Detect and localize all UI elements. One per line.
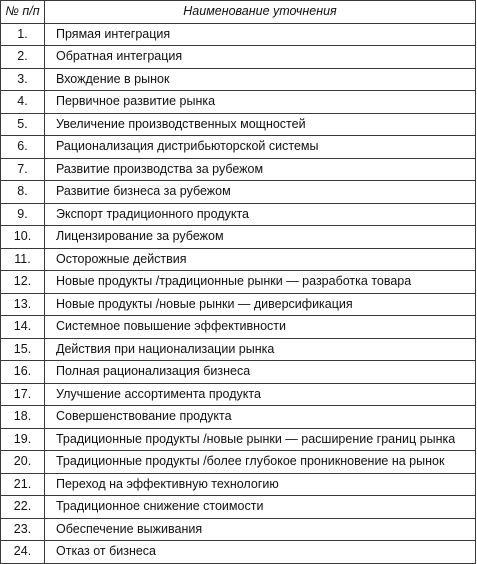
row-name: Действия при национализации рынка bbox=[45, 338, 476, 361]
row-number: 17. bbox=[1, 383, 45, 406]
table-row bbox=[1, 158, 476, 181]
row-number: 11. bbox=[1, 248, 45, 271]
table-row bbox=[1, 23, 476, 46]
table-row bbox=[1, 518, 476, 541]
row-number: 22. bbox=[1, 496, 45, 519]
row-name: Отказ от бизнеса bbox=[45, 541, 476, 564]
table-row bbox=[1, 451, 476, 474]
row-number: 6. bbox=[1, 136, 45, 159]
table-row bbox=[1, 248, 476, 271]
header-name: Наименование уточнения bbox=[45, 1, 476, 24]
table-row bbox=[1, 271, 476, 294]
row-name: Первичное развитие рынка bbox=[45, 91, 476, 114]
row-number: 16. bbox=[1, 361, 45, 384]
row-number: 23. bbox=[1, 518, 45, 541]
row-name: Осторожные действия bbox=[45, 248, 476, 271]
row-number: 1. bbox=[1, 23, 45, 46]
row-number: 12. bbox=[1, 271, 45, 294]
row-name: Увеличение производственных мощностей bbox=[45, 113, 476, 136]
table-row bbox=[1, 361, 476, 384]
table-row bbox=[1, 113, 476, 136]
row-name: Системное повышение эффективности bbox=[45, 316, 476, 339]
table-row bbox=[1, 316, 476, 339]
row-number: 5. bbox=[1, 113, 45, 136]
table-row bbox=[1, 136, 476, 159]
row-name: Вхождение в рынок bbox=[45, 68, 476, 91]
row-name: Прямая интеграция bbox=[45, 23, 476, 46]
row-name: Улучшение ассортимента продукта bbox=[45, 383, 476, 406]
table-row bbox=[1, 406, 476, 429]
row-name: Обеспечение выживания bbox=[45, 518, 476, 541]
table-row bbox=[1, 226, 476, 249]
row-number: 21. bbox=[1, 473, 45, 496]
row-name: Полная рационализация бизнеса bbox=[45, 361, 476, 384]
table-body bbox=[1, 23, 476, 563]
table-row bbox=[1, 293, 476, 316]
table-row bbox=[1, 203, 476, 226]
table-row bbox=[1, 68, 476, 91]
row-name: Развитие производства за рубежом bbox=[45, 158, 476, 181]
row-name: Лицензирование за рубежом bbox=[45, 226, 476, 249]
header-number: № п/п bbox=[1, 1, 45, 24]
row-number: 13. bbox=[1, 293, 45, 316]
table-row bbox=[1, 383, 476, 406]
table-row bbox=[1, 91, 476, 114]
row-name: Переход на эффективную технологию bbox=[45, 473, 476, 496]
table-row bbox=[1, 46, 476, 69]
table-header-row bbox=[1, 1, 476, 24]
table-row bbox=[1, 496, 476, 519]
row-name: Совершенствование продукта bbox=[45, 406, 476, 429]
row-name: Обратная интеграция bbox=[45, 46, 476, 69]
table-row bbox=[1, 541, 476, 564]
row-number: 20. bbox=[1, 451, 45, 474]
table-row bbox=[1, 181, 476, 204]
row-name: Традиционное снижение стоимости bbox=[45, 496, 476, 519]
row-number: 15. bbox=[1, 338, 45, 361]
row-number: 4. bbox=[1, 91, 45, 114]
row-number: 24. bbox=[1, 541, 45, 564]
table-row bbox=[1, 338, 476, 361]
table-row bbox=[1, 473, 476, 496]
row-number: 19. bbox=[1, 428, 45, 451]
row-number: 9. bbox=[1, 203, 45, 226]
row-name: Новые продукты /новые рынки — диверсификация bbox=[45, 293, 476, 316]
row-number: 3. bbox=[1, 68, 45, 91]
row-name: Развитие бизнеса за рубежом bbox=[45, 181, 476, 204]
row-name: Традиционные продукты /новые рынки — расширение границ рынка bbox=[45, 428, 476, 451]
table-row bbox=[1, 428, 476, 451]
row-name: Традиционные продукты /более глубокое проникновение на рынок bbox=[45, 451, 476, 474]
row-number: 8. bbox=[1, 181, 45, 204]
row-number: 18. bbox=[1, 406, 45, 429]
row-number: 2. bbox=[1, 46, 45, 69]
row-number: 10. bbox=[1, 226, 45, 249]
row-name: Экспорт традиционного продукта bbox=[45, 203, 476, 226]
row-name: Рационализация дистрибьюторской системы bbox=[45, 136, 476, 159]
row-number: 14. bbox=[1, 316, 45, 339]
row-name: Новые продукты /традиционные рынки — разработка товара bbox=[45, 271, 476, 294]
row-number: 7. bbox=[1, 158, 45, 181]
